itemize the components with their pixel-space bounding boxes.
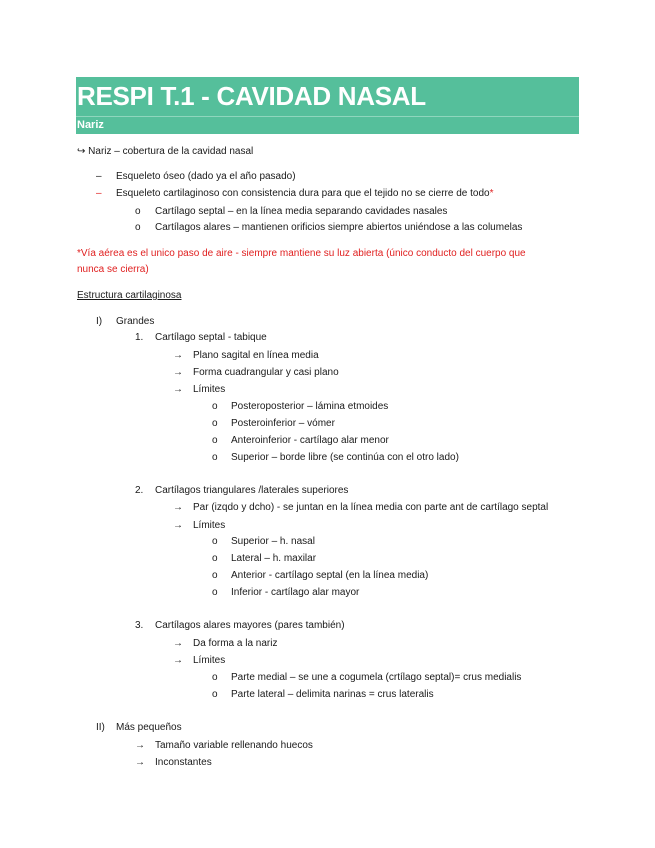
list-item: Par (izqdo y dcho) - se juntan en la línea media con parte ant de cartílago septal — [193, 502, 549, 513]
number-marker: 2. — [135, 485, 144, 496]
list-item: Superior – h. nasal — [231, 536, 315, 547]
arrow-bullet: → — [173, 384, 183, 395]
circle-bullet: o — [212, 452, 218, 463]
list-item: Posteroposterior – lámina etmoides — [231, 401, 389, 412]
list-item: Plano sagital en línea media — [193, 350, 319, 361]
list-item: Límites — [193, 655, 226, 666]
circle-bullet: o — [212, 587, 218, 598]
dash-bullet: – — [96, 188, 102, 199]
arrow-bullet: → — [173, 367, 183, 378]
pequenos-label: Más pequeños — [116, 722, 182, 733]
section-subtitle: Nariz — [77, 119, 104, 131]
arrow-bullet: → — [173, 638, 183, 649]
list-item: Forma cuadrangular y casi plano — [193, 367, 339, 378]
list-item: Superior – borde libre (se continúa con el otro lado) — [231, 452, 459, 463]
intro-line: ↪ Nariz – cobertura de la cavidad nasal — [77, 146, 254, 157]
list-item: Parte medial – se une a cogumela (crtílago septal)= crus medialis — [231, 672, 522, 683]
number-marker: 1. — [135, 332, 144, 343]
dash-bullet: – — [96, 171, 102, 182]
circle-bullet: o — [135, 206, 141, 217]
grandes-label: Grandes — [116, 316, 155, 327]
arrow-bullet: → — [173, 350, 183, 361]
circle-bullet: o — [212, 689, 218, 700]
esqueleto-oseo: Esqueleto óseo (dado ya el año pasado) — [116, 171, 296, 182]
arrow-bullet: → — [173, 502, 183, 513]
list-item: Da forma a la nariz — [193, 638, 278, 649]
roman-marker: I) — [96, 316, 103, 327]
circle-bullet: o — [212, 672, 218, 683]
list-item: Lateral – h. maxilar — [231, 553, 317, 564]
circle-bullet: o — [212, 435, 218, 446]
list-item: Tamaño variable rellenando huecos — [155, 740, 313, 751]
asterisk-mark: * — [489, 188, 494, 199]
list-item: Límites — [193, 384, 226, 395]
circle-bullet: o — [212, 570, 218, 581]
list-item: Inferior - cartílago alar mayor — [231, 587, 360, 598]
circle-bullet: o — [212, 553, 218, 564]
airway-note-line2: nunca se cierra) — [77, 264, 149, 275]
arrow-bullet: → — [135, 757, 145, 768]
triangulares-label: Cartílagos triangulares /laterales superiores — [155, 485, 349, 496]
list-item: Cartílago septal – en la línea media separando cavidades nasales — [155, 206, 448, 217]
list-item: Límites — [193, 520, 226, 531]
esqueleto-cartilaginoso: Esqueleto cartilaginoso con consistencia dura para que el tejido no se cierre de todo* — [116, 188, 494, 199]
circle-bullet: o — [212, 401, 218, 412]
list-item: Cartílagos alares – mantienen orificios siempre abiertos uniéndose a las columelas — [155, 222, 523, 233]
arrow-bullet: → — [135, 740, 145, 751]
list-item: Inconstantes — [155, 757, 212, 768]
circle-bullet: o — [212, 418, 218, 429]
circle-bullet: o — [212, 536, 218, 547]
list-item: Anterior - cartílago septal (en la línea media) — [231, 570, 429, 581]
estructura-heading: Estructura cartilaginosa — [77, 290, 182, 301]
septal-label: Cartílago septal - tabique — [155, 332, 267, 343]
list-item: Posteroinferior – vómer — [231, 418, 335, 429]
page-title: RESPI T.1 - CAVIDAD NASAL — [77, 81, 426, 111]
arrow-bullet: → — [173, 520, 183, 531]
circle-bullet: o — [135, 222, 141, 233]
number-marker: 3. — [135, 620, 144, 631]
list-item: Parte lateral – delimita narinas = crus lateralis — [231, 689, 434, 700]
alares-label: Cartílagos alares mayores (pares también) — [155, 620, 345, 631]
arrow-bullet: → — [173, 655, 183, 666]
banner-divider — [76, 116, 579, 117]
list-item: Anteroinferior - cartílago alar menor — [231, 435, 389, 446]
airway-note-line1: *Vía aérea es el unico paso de aire - siempre mantiene su luz abierta (único conducto del cuerpo que — [77, 248, 526, 259]
roman-marker: II) — [96, 722, 105, 733]
